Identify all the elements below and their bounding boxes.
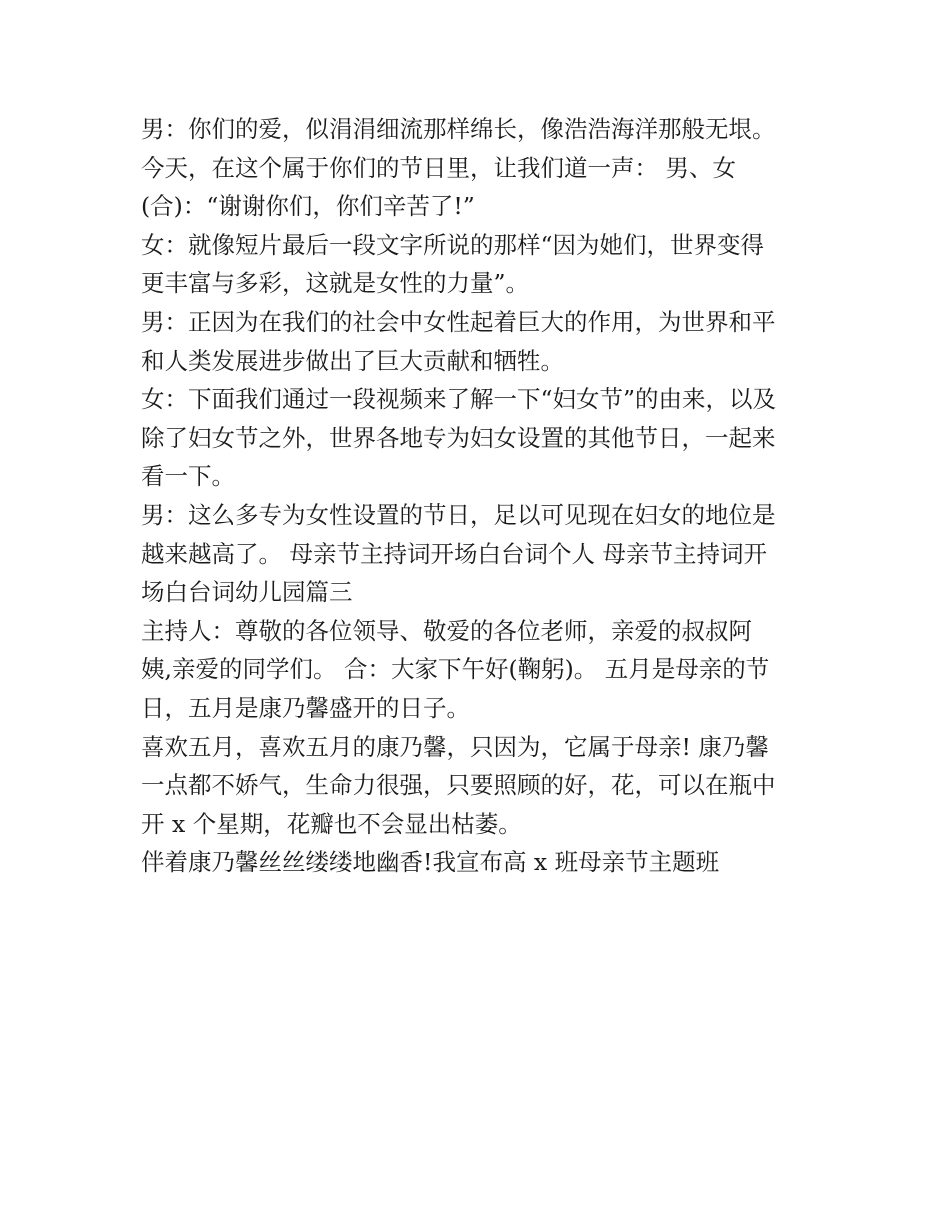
text-line: 主持人：尊敬的各位领导、敬爱的各位老师，亲爱的叔叔阿 <box>141 616 752 645</box>
text-line: 伴着康乃馨丝丝缕缕地幽香!我宣布高 x 班母亲节主题班 <box>141 848 720 877</box>
text-line: 越来越高了。 母亲节主持词开场白台词个人 母亲节主持词开 <box>141 539 767 568</box>
text-line: 看一下。 <box>141 462 235 491</box>
text-line: 除了妇女节之外，世界各地专为妇女设置的其他节日，一起来 <box>141 423 776 452</box>
text-line: 女：就像短片最后一段文字所说的那样“因为她们，世界变得 <box>141 230 765 259</box>
text-line: 男：这么多专为女性设置的节日，足以可见现在妇女的地位是 <box>141 500 776 529</box>
text-line: 开 x 个星期，花瓣也不会显出枯萎。 <box>141 809 522 838</box>
text-line: 更丰富与多彩，这就是女性的力量”。 <box>141 269 530 298</box>
text-line: 姨,亲爱的同学们。 合：大家下午好(鞠躬)。 五月是母亲的节 <box>141 655 770 684</box>
text-line: 今天，在这个属于你们的节日里，让我们道一声： 男、女 <box>141 153 736 182</box>
text-line: 一点都不娇气，生命力很强，只要照顾的好，花，可以在瓶中 <box>141 771 776 800</box>
text-line: 喜欢五月，喜欢五月的康乃馨，只因为，它属于母亲! 康乃馨 <box>141 732 769 761</box>
text-line: 日，五月是康乃馨盛开的日子。 <box>141 693 470 722</box>
document-body <box>141 110 821 882</box>
text-line: 男：正因为在我们的社会中女性起着巨大的作用，为世界和平 <box>141 307 776 336</box>
text-line: (合)：“谢谢你们，你们辛苦了!” <box>141 192 475 221</box>
text-line: 男：你们的爱，似涓涓细流那样绵长，像浩浩海洋那般无垠。 <box>141 115 776 143</box>
text-line: 女：下面我们通过一段视频来了解一下“妇女节”的由来，以及 <box>141 385 777 414</box>
text-line: 和人类发展进步做出了巨大贡献和牺牲。 <box>141 346 564 375</box>
text-line: 场白台词幼儿园篇三 <box>141 578 353 607</box>
